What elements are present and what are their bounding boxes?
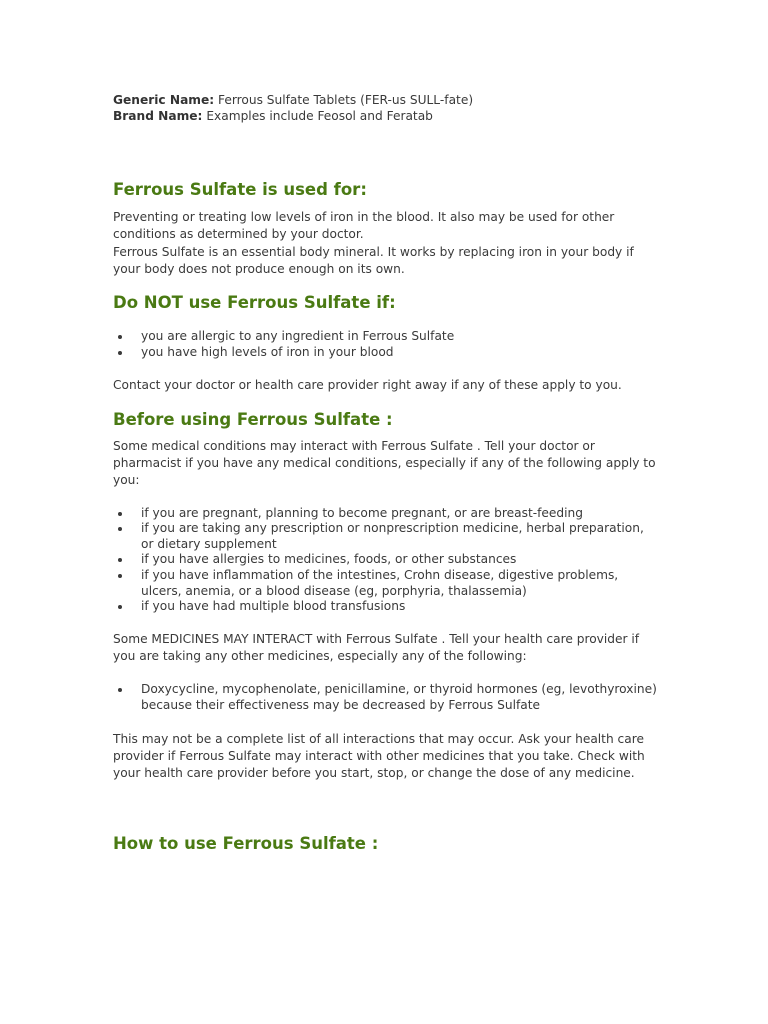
list-item: you are allergic to any ingredient in Ferrous Sulfate <box>113 329 658 345</box>
do-not-use-list <box>113 329 658 360</box>
medicines-list <box>113 682 658 713</box>
conditions-list <box>113 506 658 615</box>
brand-name-line <box>113 108 658 124</box>
list-item: if you have had multiple blood transfusions <box>113 599 658 615</box>
generic-name-value: Ferrous Sulfate Tablets (FER-us SULL-fate) <box>218 93 474 107</box>
contact-text: Contact your doctor or health care provider right away if any of these apply to you. <box>113 378 622 393</box>
brand-name-label: Brand Name: <box>113 109 203 123</box>
list-item: if you are pregnant, planning to become pregnant, or are breast-feeding <box>113 506 658 522</box>
used-for-text <box>113 209 658 278</box>
used-for-line-2: Ferrous Sulfate is an essential body mineral. It works by replacing iron in your body if your body does not produce enough on its own. <box>113 244 634 276</box>
interactions-disclaimer: This may not be a complete list of all interactions that may occur. Ask your health care provider if Ferrous Sulfate may interact with other medicines that you take. Check with your health care provider before you start, stop, or change the dose of any medicine. <box>113 731 645 781</box>
before-using-heading: Before using Ferrous Sulfate : <box>113 409 393 429</box>
document-content <box>113 92 658 854</box>
list-item: you have high levels of iron in your blood <box>113 345 658 361</box>
list-item: if you have allergies to medicines, foods, or other substances <box>113 552 658 568</box>
generic-name-line <box>113 92 658 108</box>
before-using-intro: Some medical conditions may interact with Ferrous Sulfate . Tell your doctor or pharmacist if you have any medical conditions, especially if any of the following apply to you: <box>113 438 656 488</box>
brand-name-value: Examples include Feosol and Feratab <box>206 109 433 123</box>
used-for-heading: Ferrous Sulfate is used for: <box>113 180 367 199</box>
list-item: if you have inflammation of the intestines, Crohn disease, digestive problems, ulcers, anemia, or a blood disease (eg, porphyria, thalassemia) <box>113 568 658 599</box>
list-item: if you are taking any prescription or nonprescription medicine, herbal preparation, or dietary supplement <box>113 521 658 552</box>
do-not-use-heading: Do NOT use Ferrous Sulfate if: <box>113 293 396 313</box>
generic-name-label: Generic Name: <box>113 93 215 107</box>
list-item: Doxycycline, mycophenolate, penicillamine, or thyroid hormones (eg, levothyroxine) because their effectiveness may be decreased by Ferrous Sulfate <box>113 682 658 713</box>
medicines-intro: Some MEDICINES MAY INTERACT with Ferrous Sulfate . Tell your health care provider if you are taking any other medicines, especially any of the following: <box>113 631 640 664</box>
how-to-use-heading: How to use Ferrous Sulfate : <box>113 834 379 854</box>
used-for-line-1: Preventing or treating low levels of iron in the blood. It also may be used for other conditions as determined by your doctor. <box>113 210 615 242</box>
